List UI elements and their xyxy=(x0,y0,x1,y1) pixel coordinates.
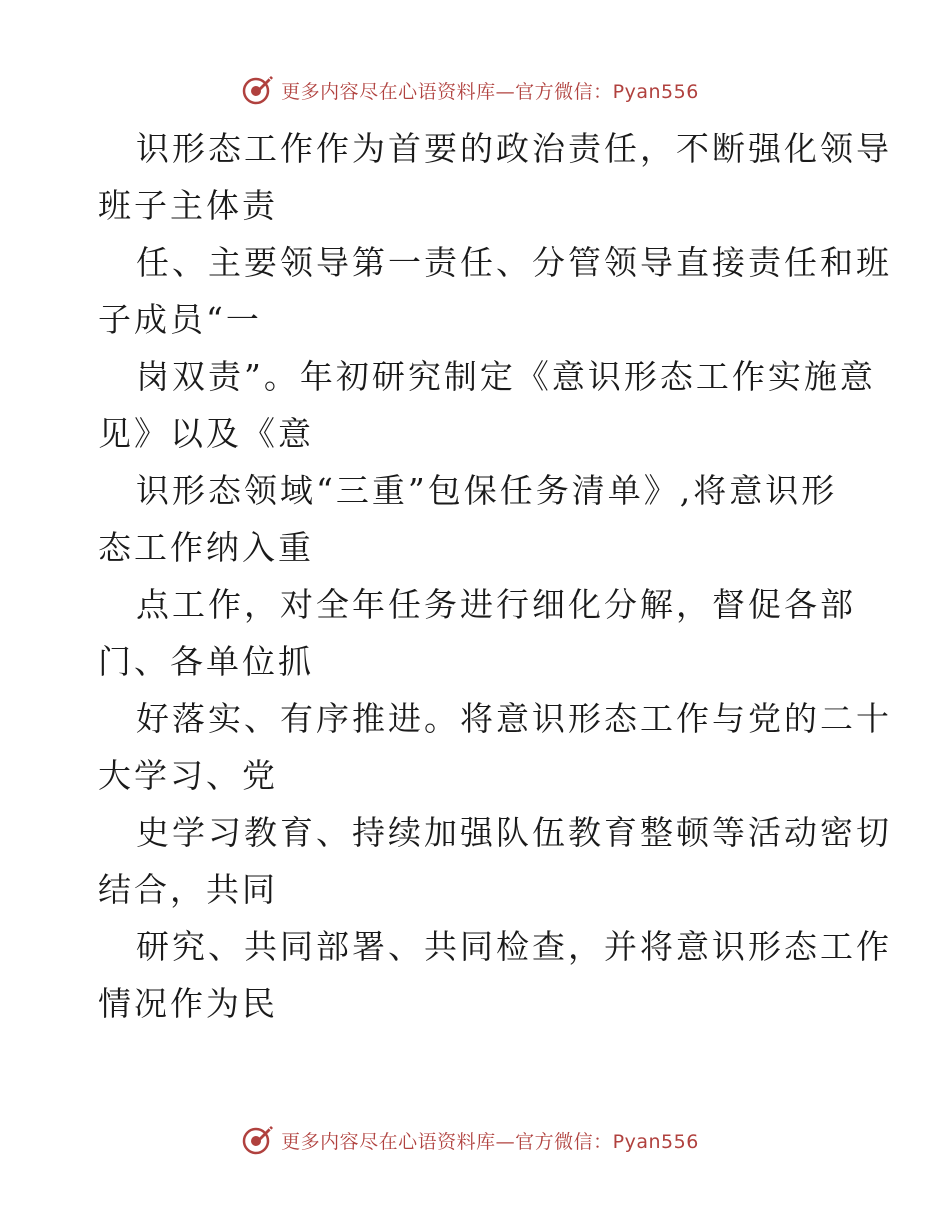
footer-banner-text xyxy=(281,1127,699,1154)
paragraph-line: 态工作纳入重 xyxy=(98,528,314,567)
pen-logo-icon xyxy=(241,1123,275,1157)
paragraph-line: 子成员“一 xyxy=(98,300,262,339)
paragraph-line: 好落实、有序推进。将意识形态工作与党的二十 xyxy=(136,699,892,738)
header-banner-label: 更多内容尽在心语资料库—官方微信： xyxy=(281,80,613,103)
footer-banner-content xyxy=(241,1123,699,1157)
header-banner-content xyxy=(241,73,699,107)
paragraph-line: 结合，共同 xyxy=(98,870,278,909)
header-banner-contact: Pyan556 xyxy=(612,80,699,103)
paragraph xyxy=(98,690,892,804)
document-body xyxy=(98,120,892,1032)
header-banner xyxy=(0,70,950,110)
paragraph xyxy=(98,918,892,1032)
paragraph-line: 门、各单位抓 xyxy=(98,642,314,681)
paragraph-line: 研究、共同部署、共同检查，并将意识形态工作 xyxy=(136,927,892,966)
paragraph-line: 任、主要领导第一责任、分管领导直接责任和班 xyxy=(136,243,892,282)
paragraph-line: 情况作为民 xyxy=(98,984,278,1023)
paragraph xyxy=(98,576,858,690)
paragraph-line: 点工作，对全年任务进行细化分解，督促各部 xyxy=(136,585,856,624)
paragraph-line: 识形态工作作为首要的政治责任，不断强化领导 xyxy=(136,129,892,168)
footer-banner-label: 更多内容尽在心语资料库—官方微信： xyxy=(281,1130,613,1153)
paragraph-line: 见》以及《意 xyxy=(98,414,314,453)
paragraph xyxy=(98,234,892,348)
paragraph xyxy=(98,120,892,234)
pen-logo-icon xyxy=(241,73,275,107)
paragraph-line: 识形态领域“三重”包保任务清单》,将意识形 xyxy=(136,471,838,510)
footer-banner-contact: Pyan556 xyxy=(612,1130,699,1153)
paragraph-line: 大学习、党 xyxy=(98,756,278,795)
paragraph-line: 史学习教育、持续加强队伍教育整顿等活动密切 xyxy=(136,813,892,852)
paragraph-line: 班子主体责 xyxy=(98,186,278,225)
paragraph xyxy=(98,462,858,576)
header-banner-text xyxy=(281,77,699,104)
paragraph xyxy=(98,804,892,918)
footer-banner xyxy=(0,1120,950,1160)
paragraph-line: 岗双责”。年初研究制定《意识形态工作实施意 xyxy=(136,357,876,396)
paragraph xyxy=(98,348,876,462)
